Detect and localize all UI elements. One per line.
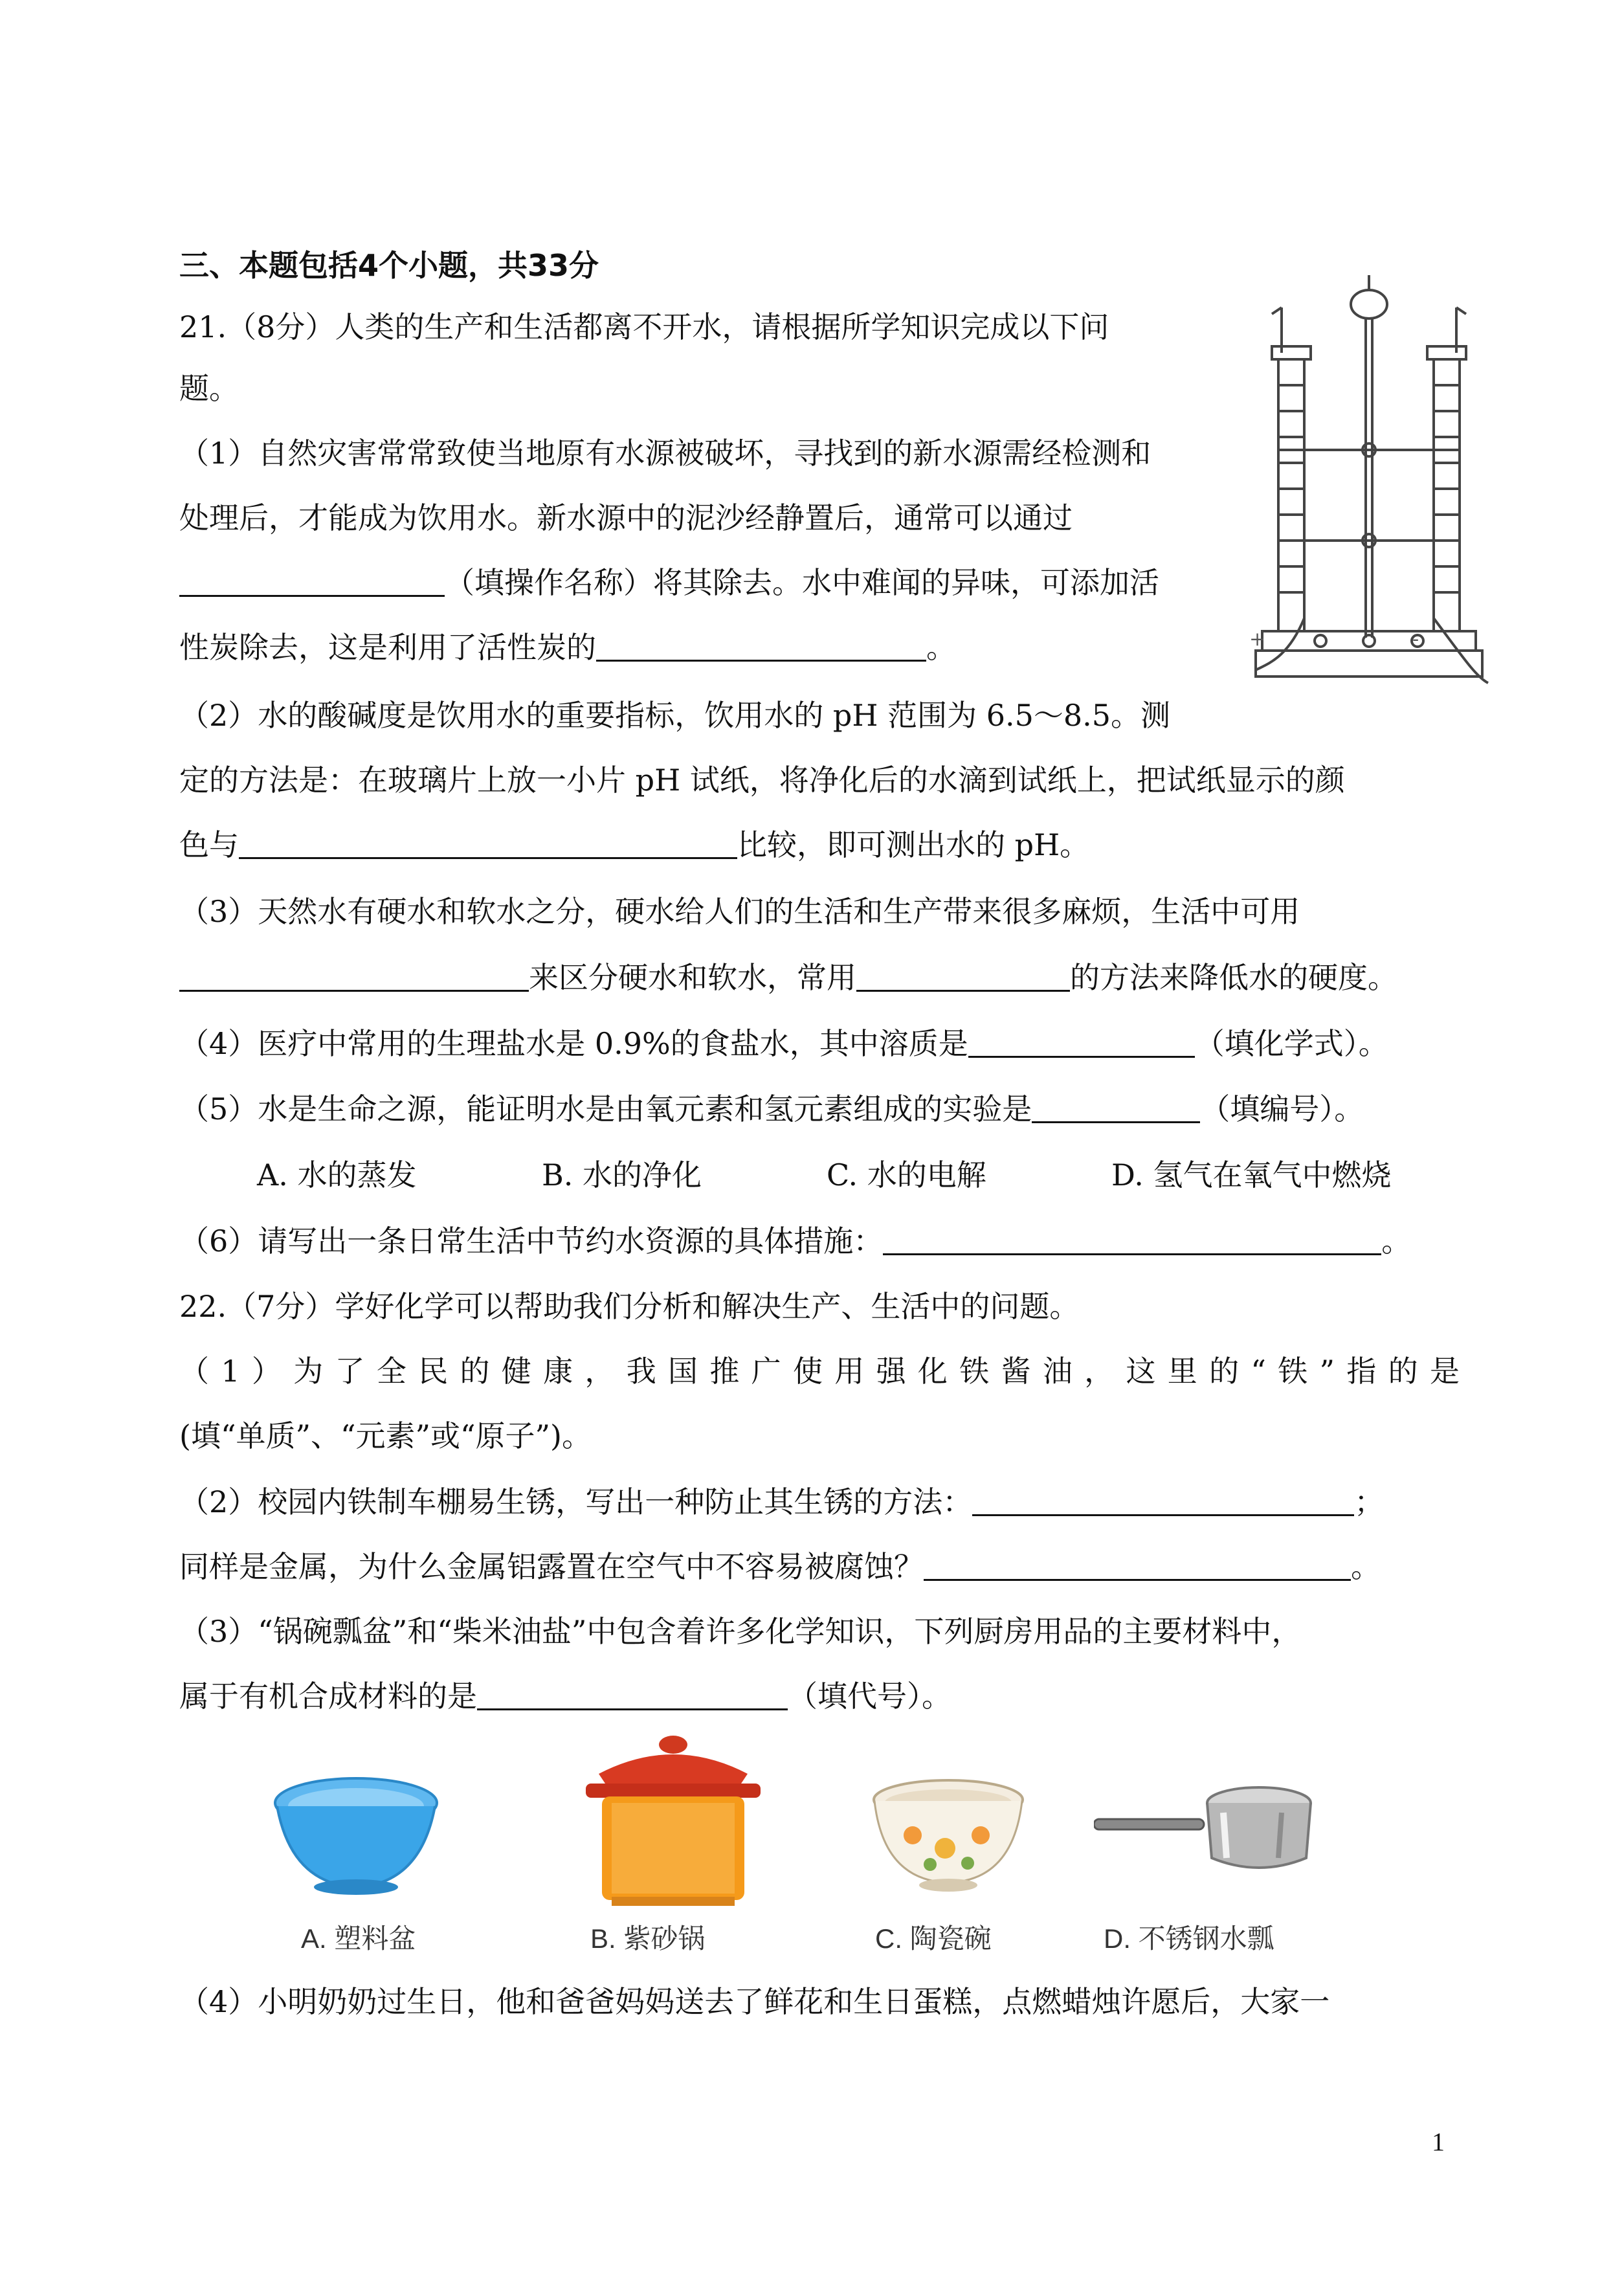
item-d <box>1094 1774 1314 1890</box>
blank-solute-formula[interactable] <box>968 1027 1195 1058</box>
clay-pot-icon <box>586 1722 761 1910</box>
q21-line-2: 题。 <box>179 371 239 406</box>
blank-water-saving-measure[interactable] <box>883 1225 1381 1255</box>
q22-p3-line-a: （3）“锅碗瓢盆”和“柴米油盐”中包含着许多化学知识，下列厨房用品的主要材料中， <box>179 1614 1302 1649</box>
blank-rust-prevention[interactable] <box>972 1486 1354 1516</box>
blank-compare-with[interactable] <box>239 829 737 859</box>
q22-p2-line-b: 同样是金属，为什么金属铝露置在空气中不容易被腐蚀？ 。 <box>179 1549 1381 1584</box>
q21-p1-line-a: （1）自然灾害常常致使当地原有水源被破坏，寻找到的新水源需经检测和 <box>179 436 1151 471</box>
negative-terminal-label: - <box>1412 628 1419 651</box>
option-d: D. 氢气在氧气中燃烧 <box>1111 1158 1392 1192</box>
q22-p4-line-a: （4）小明奶奶过生日，他和爸爸妈妈送去了鲜花和生日蛋糕，点燃蜡烛许愿后，大家一 <box>179 1984 1330 2019</box>
q22-p1-line-a: （1）为了全民的健康，我国推广使用强化铁酱油，这里的“铁”指的是 <box>179 1354 1460 1389</box>
positive-terminal-label: + <box>1249 628 1266 651</box>
electrolysis-apparatus-icon <box>1249 269 1489 696</box>
q21-p1-line-c: （填操作名称）将其除去。水中难闻的异味，可添加活 <box>179 563 1159 602</box>
q22-p3-line-b: 属于有机合成材料的是 （填代号）。 <box>179 1679 951 1714</box>
plastic-basin-icon <box>272 1774 440 1903</box>
section-title: 三、本题包括4个小题，共33分 <box>179 248 599 283</box>
option-b: B. 水的净化 <box>542 1158 702 1192</box>
caption-b: B. 紫砂锅 <box>590 1923 706 1954</box>
caption-c: C. 陶瓷碗 <box>875 1923 992 1954</box>
q21-p2-line-b: 定的方法是：在玻璃片上放一小片 pH 试纸，将净化后的水滴到试纸上，把试纸显示的颜 <box>179 763 1345 798</box>
item-b <box>586 1722 761 1910</box>
blank-operation-name[interactable] <box>179 566 445 597</box>
q21-p6-line: （6）请写出一条日常生活中节约水资源的具体措施： 。 <box>179 1224 1412 1258</box>
ceramic-bowl-icon <box>871 1774 1026 1903</box>
option-c: C. 水的电解 <box>827 1158 986 1192</box>
q22-p2-line-a: （2）校园内铁制车棚易生锈，写出一种防止其生锈的方法： ； <box>179 1484 1385 1519</box>
item-c <box>871 1774 1026 1903</box>
q21-p1-line-b: 处理后，才能成为饮用水。新水源中的泥沙经静置后，通常可以通过 <box>179 500 1073 535</box>
q21-p3-line-a: （3）天然水有硬水和软水之分，硬水给人们的生活和生产带来很多麻烦，生活中可用 <box>179 894 1300 929</box>
caption-d: D. 不锈钢水瓢 <box>1104 1923 1274 1954</box>
blank-experiment-number[interactable] <box>1032 1093 1200 1123</box>
option-a: A. 水的蒸发 <box>257 1158 417 1192</box>
caption-a: A. 塑料盆 <box>301 1923 416 1954</box>
q21-p5-line: （5）水是生命之源，能证明水是由氧元素和氢元素组成的实验是 （填编号）。 <box>179 1091 1364 1126</box>
q21-line-1: 21.（8分）人类的生产和生活都离不开水，请根据所学知识完成以下问 <box>179 309 1109 344</box>
q21-p1-line-d: 性炭除去，这是利用了活性炭的 。 <box>179 630 956 665</box>
q21-p2-line-c: 色与 比较，即可测出水的 pH。 <box>179 827 1090 862</box>
electrolysis-apparatus-figure <box>1249 269 1489 696</box>
blank-aluminum-reason[interactable] <box>924 1550 1351 1581</box>
blank-synthetic-material-code[interactable] <box>477 1680 788 1710</box>
blank-distinguish-hard-water[interactable] <box>179 961 529 992</box>
q21-p3-line-b: 来区分硬水和软水，常用 的方法来降低水的硬度。 <box>179 958 1397 997</box>
steel-ladle-icon <box>1094 1774 1314 1890</box>
q21-p2-line-a: （2）水的酸碱度是饮用水的重要指标，饮用水的 pH 范围为 6.5～8.5。测 <box>179 698 1171 733</box>
page-number: 1 <box>1432 2127 1445 2156</box>
blank-soften-water-method[interactable] <box>856 961 1070 992</box>
item-a <box>272 1774 440 1903</box>
q22-line-1: 22.（7分）学好化学可以帮助我们分析和解决生产、生活中的问题。 <box>179 1289 1080 1324</box>
q22-p1-line-b: (填“单质”、“元素”或“原子”)。 <box>179 1418 592 1453</box>
q21-p5-options <box>257 1156 1392 1194</box>
blank-activated-carbon-property[interactable] <box>596 631 926 662</box>
q21-p4-line: （4）医疗中常用的生理盐水是 0.9%的食盐水，其中溶质是 （填化学式）。 <box>179 1026 1388 1061</box>
